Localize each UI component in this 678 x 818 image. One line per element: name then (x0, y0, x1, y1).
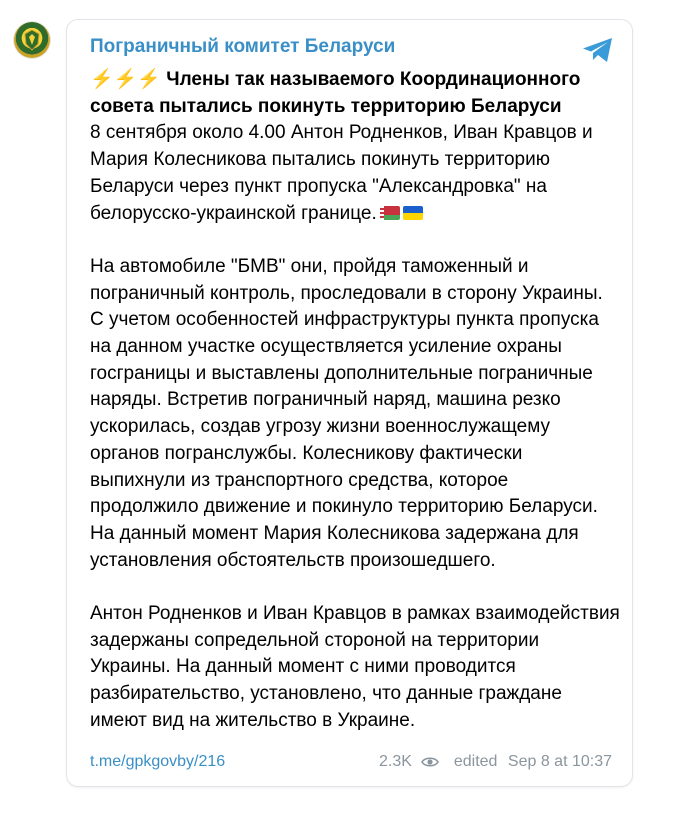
paragraph-1-text: 8 сентября около 4.00 Антон Родненков, Иван Кравцов и Мария Колесникова пытались покинуть территорию Беларуси через пункт пропуска "Александровка" на белорусско-украинской границе. (90, 122, 593, 224)
channel-name-link[interactable]: Пограничный комитет Беларуси (90, 36, 396, 57)
post-paragraph-3: Антон Родненков и Иван Кравцов в рамках взаимодействия задержаны сопредельной стороной на территории Украины. На данный момент с ними проводится разбирательство, установлено, что данные граждане имеют вид на жительство в Украине. (90, 603, 620, 731)
post-date[interactable]: Sep 8 at 10:37 (507, 753, 612, 770)
eye-icon (421, 755, 439, 769)
post-footer (90, 753, 612, 775)
views-count: 2.3K (379, 753, 412, 770)
border-committee-emblem-icon (14, 22, 50, 58)
post-title: Члены так называемого Координационного совета пытались покинуть территорию Беларуси (90, 69, 581, 117)
telegram-post-card (66, 19, 633, 787)
flag-belarus-icon (380, 206, 400, 220)
flag-ukraine-icon (403, 206, 423, 220)
post-meta (379, 753, 612, 771)
post-paragraph-1 (90, 120, 620, 227)
edited-label: edited (453, 753, 498, 770)
post-heading (90, 67, 620, 120)
telegram-plane-icon[interactable] (582, 37, 614, 63)
post-text (90, 67, 620, 735)
lightning-icons: ⚡⚡⚡ (90, 69, 161, 90)
channel-avatar[interactable] (14, 22, 50, 58)
post-paragraph-2: На автомобиле "БМВ" они, пройдя таможенный и пограничный контроль, проследовали в сторону Украины. С учетом особенностей инфраструктуры пункта пропуска на данном участке осуществляется усиление охраны госграницы и выставлены дополнительные пограничные наряды. Встретив пограничный наряд, машина резко ускорилась, создав угрозу жизни военнослужащему органов погранслужбы. Колесникову фактически выпихнули из транспортного средства, которое продолжило движение и покинуло территорию Беларуси. На данный момент Мария Колесникова задержана для установления обстоятельств произошедшего. (90, 255, 603, 571)
post-link[interactable]: t.me/gpkgovby/216 (90, 753, 226, 770)
